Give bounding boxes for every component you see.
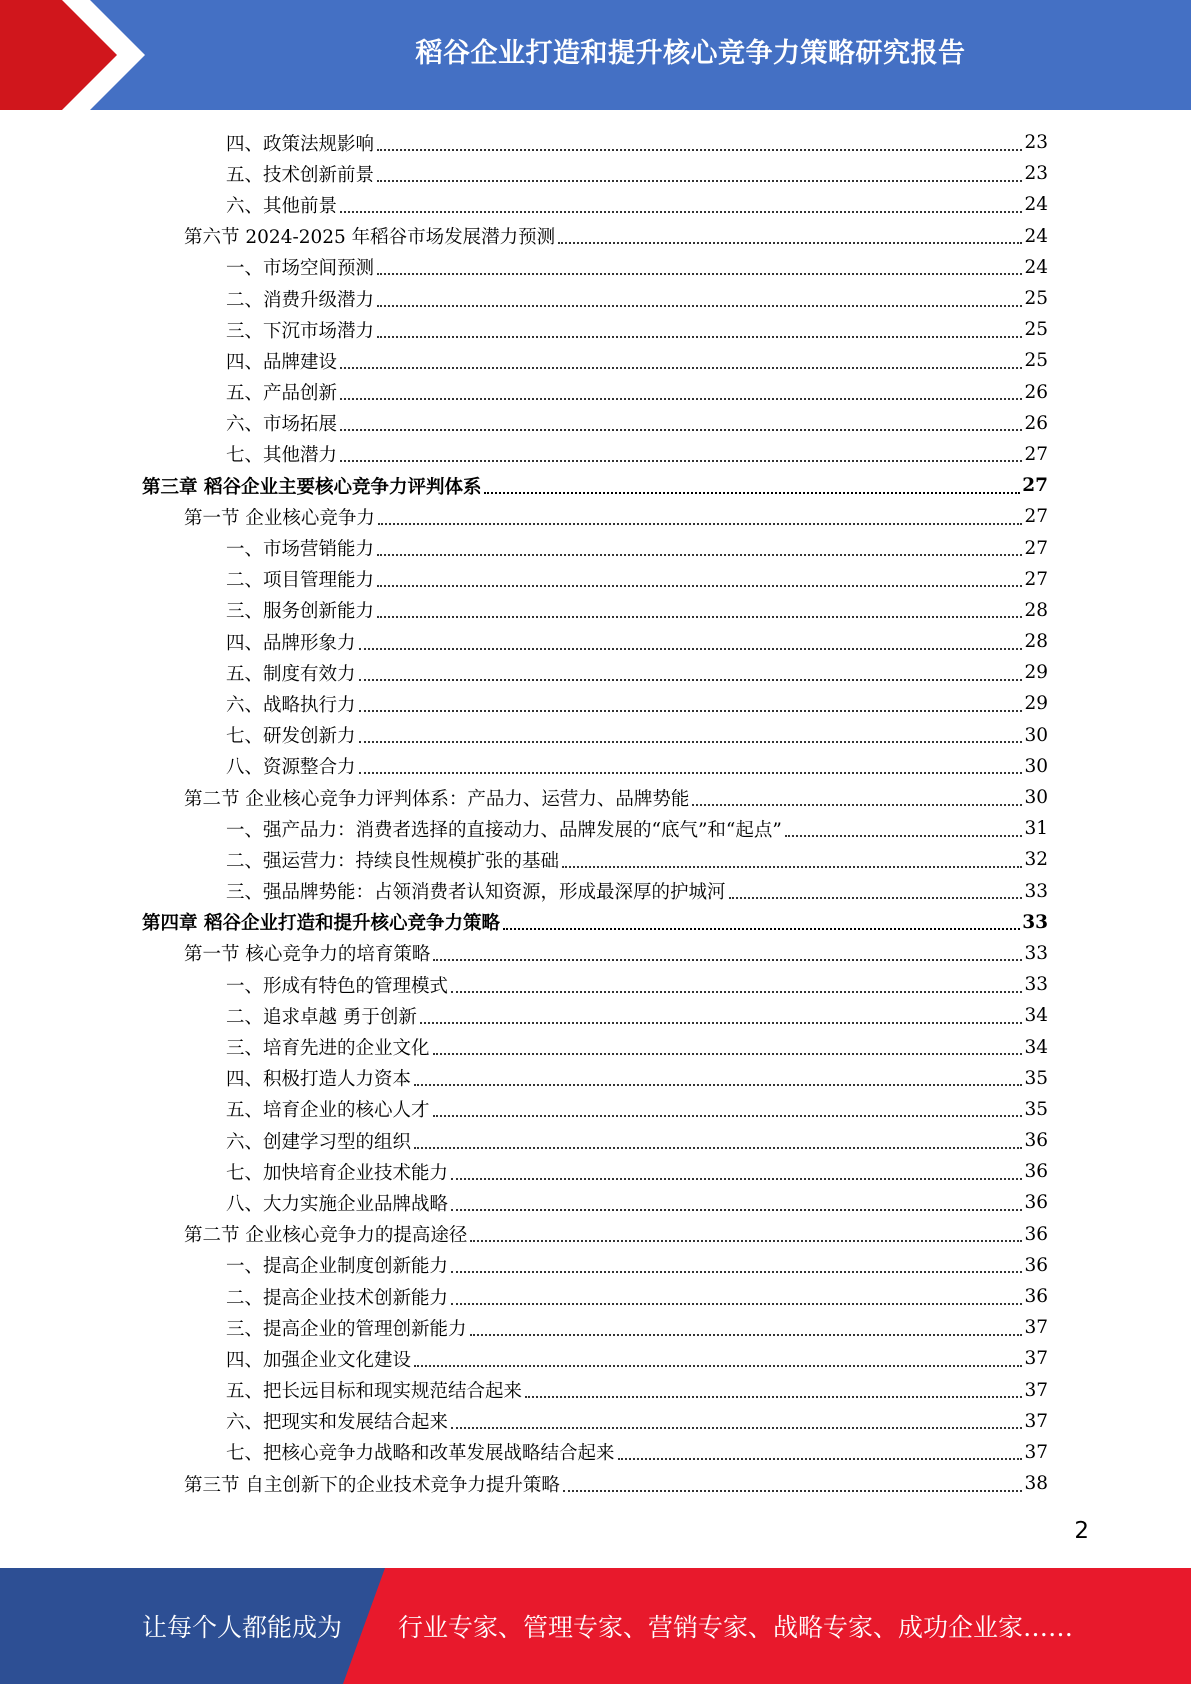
toc-entry-page: 37 bbox=[1024, 1410, 1048, 1432]
toc-entry-page: 24 bbox=[1024, 194, 1048, 216]
toc-dot-leader bbox=[414, 1084, 1022, 1086]
toc-entry[interactable] bbox=[0, 158, 1191, 189]
toc-entry[interactable] bbox=[0, 844, 1191, 875]
toc-entry-page: 33 bbox=[1024, 974, 1048, 996]
toc-entry-label: 二、提高企业技术创新能力 bbox=[226, 1287, 449, 1309]
toc-entry-page: 25 bbox=[1024, 288, 1048, 310]
toc-dot-leader bbox=[359, 648, 1023, 650]
toc-dot-leader bbox=[451, 1209, 1022, 1211]
toc-entry[interactable] bbox=[0, 751, 1191, 782]
toc-entry-page: 30 bbox=[1024, 755, 1048, 777]
toc-dot-leader bbox=[563, 1490, 1023, 1492]
toc-entry-label: 五、技术创新前景 bbox=[226, 164, 375, 186]
toc-entry[interactable] bbox=[0, 1219, 1191, 1250]
toc-dot-leader bbox=[359, 710, 1023, 712]
toc-dot-leader bbox=[484, 492, 1020, 494]
toc-entry-label: 二、强运营力：持续良性规模扩张的基础 bbox=[226, 850, 560, 872]
toc-entry-label: 三、提高企业的管理创新能力 bbox=[226, 1318, 467, 1340]
toc-dot-leader bbox=[785, 835, 1023, 837]
toc-entry-label: 一、强产品力：消费者选择的直接动力、品牌发展的“底气”和“起点” bbox=[226, 819, 782, 841]
toc-entry-label: 六、把现实和发展结合起来 bbox=[226, 1412, 449, 1434]
toc-dot-leader bbox=[451, 1178, 1022, 1180]
toc-entry-label: 四、积极打造人力资本 bbox=[226, 1069, 412, 1091]
toc-entry[interactable] bbox=[0, 408, 1191, 439]
toc-dot-leader bbox=[377, 336, 1022, 338]
toc-entry[interactable] bbox=[0, 283, 1191, 314]
toc-entry-label: 二、追求卓越 勇于创新 bbox=[226, 1006, 417, 1028]
toc-entry-page: 25 bbox=[1024, 319, 1048, 341]
toc-entry-page: 24 bbox=[1024, 256, 1048, 278]
toc-entry[interactable] bbox=[0, 688, 1191, 719]
toc-entry-page: 34 bbox=[1024, 1005, 1048, 1027]
toc-dot-leader bbox=[692, 804, 1022, 806]
toc-dot-leader bbox=[377, 585, 1022, 587]
toc-entry-page: 24 bbox=[1024, 225, 1048, 247]
toc-entry-label: 六、创建学习型的组织 bbox=[226, 1131, 412, 1153]
toc-entry-label: 一、形成有特色的管理模式 bbox=[226, 975, 449, 997]
toc-entry-label: 第三节 自主创新下的企业技术竞争力提升策略 bbox=[184, 1474, 560, 1496]
toc-entry[interactable] bbox=[0, 1343, 1191, 1374]
toc-entry-label: 二、消费升级潜力 bbox=[226, 289, 375, 311]
toc-dot-leader bbox=[359, 679, 1023, 681]
toc-entry-page: 26 bbox=[1024, 412, 1048, 434]
toc-entry-page: 26 bbox=[1024, 381, 1048, 403]
toc-entry[interactable] bbox=[0, 626, 1191, 657]
toc-entry-label: 七、研发创新力 bbox=[226, 726, 356, 748]
toc-entry[interactable] bbox=[0, 532, 1191, 563]
toc-entry[interactable] bbox=[0, 657, 1191, 688]
toc-entry-label: 三、培育先进的企业文化 bbox=[226, 1038, 430, 1060]
toc-entry-page: 36 bbox=[1024, 1223, 1048, 1245]
toc-entry[interactable] bbox=[0, 470, 1191, 501]
toc-entry-page: 36 bbox=[1024, 1130, 1048, 1152]
toc-entry-label: 四、品牌建设 bbox=[226, 351, 338, 373]
toc-entry-page: 35 bbox=[1024, 1098, 1048, 1120]
toc-dot-leader bbox=[558, 242, 1022, 244]
toc-dot-leader bbox=[562, 866, 1022, 868]
toc-entry-label: 五、制度有效力 bbox=[226, 663, 356, 685]
report-header bbox=[0, 0, 1191, 110]
toc-dot-leader bbox=[729, 897, 1023, 899]
toc-entry-page: 28 bbox=[1024, 599, 1048, 621]
toc-entry[interactable] bbox=[0, 907, 1191, 938]
toc-dot-leader bbox=[470, 1240, 1022, 1242]
toc-entry-page: 36 bbox=[1024, 1254, 1048, 1276]
toc-dot-leader bbox=[340, 429, 1022, 431]
toc-entry[interactable] bbox=[0, 782, 1191, 813]
toc-dot-leader bbox=[359, 772, 1023, 774]
toc-entry[interactable] bbox=[0, 127, 1191, 158]
toc-entry-label: 八、大力实施企业品牌战略 bbox=[226, 1193, 449, 1215]
toc-entry-page: 33 bbox=[1024, 880, 1048, 902]
toc-entry-page: 23 bbox=[1024, 163, 1048, 185]
toc-entry-page: 30 bbox=[1024, 787, 1048, 809]
toc-entry-label: 六、战略执行力 bbox=[226, 694, 356, 716]
report-title: 稻谷企业打造和提升核心竞争力策略研究报告 bbox=[415, 37, 966, 69]
toc-entry-page: 36 bbox=[1024, 1286, 1048, 1308]
toc-entry-label: 第二节 企业核心竞争力评判体系：产品力、运营力、品牌势能 bbox=[184, 788, 690, 810]
toc-entry[interactable] bbox=[0, 969, 1191, 1000]
toc-entry[interactable] bbox=[0, 1156, 1191, 1187]
toc-entry-label: 七、把核心竞争力战略和改革发展战略结合起来 bbox=[226, 1443, 615, 1465]
toc-entry-label: 一、市场空间预测 bbox=[226, 258, 375, 280]
toc-entry-page: 27 bbox=[1024, 506, 1048, 528]
toc-entry-label: 六、市场拓展 bbox=[226, 414, 338, 436]
toc-entry[interactable] bbox=[0, 1000, 1191, 1031]
toc-entry-page: 29 bbox=[1024, 662, 1048, 684]
toc-entry[interactable] bbox=[0, 938, 1191, 969]
toc-entry[interactable] bbox=[0, 314, 1191, 345]
toc-dot-leader bbox=[451, 1303, 1022, 1305]
toc-entry-page: 36 bbox=[1024, 1192, 1048, 1214]
toc-entry-label: 三、下沉市场潜力 bbox=[226, 320, 375, 342]
red-chevron-icon bbox=[0, 0, 170, 110]
toc-entry[interactable] bbox=[0, 1125, 1191, 1156]
toc-dot-leader bbox=[377, 616, 1022, 618]
toc-entry[interactable] bbox=[0, 1406, 1191, 1437]
toc-entry-page: 35 bbox=[1024, 1067, 1048, 1089]
toc-entry[interactable] bbox=[0, 252, 1191, 283]
toc-entry[interactable] bbox=[0, 720, 1191, 751]
toc-entry-page: 27 bbox=[1024, 443, 1048, 465]
toc-entry-page: 37 bbox=[1024, 1441, 1048, 1463]
toc-dot-leader bbox=[377, 305, 1022, 307]
toc-entry[interactable] bbox=[0, 1437, 1191, 1468]
toc-dot-leader bbox=[503, 928, 1020, 930]
toc-dot-leader bbox=[433, 1053, 1023, 1055]
toc-entry[interactable] bbox=[0, 1187, 1191, 1218]
toc-dot-leader bbox=[433, 1115, 1023, 1117]
toc-entry-page: 27 bbox=[1024, 537, 1048, 559]
toc-entry-page: 23 bbox=[1024, 132, 1048, 154]
toc-entry[interactable] bbox=[0, 876, 1191, 907]
toc-entry[interactable] bbox=[0, 439, 1191, 470]
toc-dot-leader bbox=[414, 1365, 1022, 1367]
toc-entry-label: 一、市场营销能力 bbox=[226, 539, 375, 561]
toc-entry-label: 三、服务创新能力 bbox=[226, 601, 375, 623]
toc-dot-leader bbox=[618, 1458, 1023, 1460]
toc-entry-page: 28 bbox=[1024, 631, 1048, 653]
toc-entry-page: 25 bbox=[1024, 350, 1048, 372]
toc-entry-label: 四、政策法规影响 bbox=[226, 133, 375, 155]
toc-dot-leader bbox=[525, 1396, 1022, 1398]
toc-entry-page: 37 bbox=[1024, 1317, 1048, 1339]
toc-entry-page: 36 bbox=[1024, 1161, 1048, 1183]
toc-dot-leader bbox=[451, 991, 1022, 993]
toc-dot-leader bbox=[377, 180, 1022, 182]
toc-entry[interactable] bbox=[0, 501, 1191, 532]
toc-entry-page: 38 bbox=[1024, 1473, 1048, 1495]
toc-dot-leader bbox=[340, 211, 1022, 213]
toc-entry-page: 32 bbox=[1024, 849, 1048, 871]
toc-entry[interactable] bbox=[0, 595, 1191, 626]
toc-dot-leader bbox=[340, 398, 1022, 400]
toc-entry-page: 29 bbox=[1024, 693, 1048, 715]
toc-entry-label: 五、把长远目标和现实规范结合起来 bbox=[226, 1381, 523, 1403]
toc-entry-label: 第一节 企业核心竞争力 bbox=[184, 507, 375, 529]
toc-entry-label: 四、品牌形象力 bbox=[226, 632, 356, 654]
toc-entry[interactable] bbox=[0, 813, 1191, 844]
toc-entry[interactable] bbox=[0, 189, 1191, 220]
toc-dot-leader bbox=[377, 554, 1022, 556]
footer-roles: 行业专家、管理专家、营销专家、战略专家、成功企业家…… bbox=[398, 1613, 1074, 1642]
toc-entry-label: 六、其他前景 bbox=[226, 195, 338, 217]
table-of-contents bbox=[0, 127, 1191, 1499]
toc-entry-label: 五、培育企业的核心人才 bbox=[226, 1100, 430, 1122]
toc-entry-label: 三、强品牌势能：占领消费者认知资源，形成最深厚的护城河 bbox=[226, 882, 726, 904]
toc-entry-label: 第一节 核心竞争力的培育策略 bbox=[184, 944, 431, 966]
toc-dot-leader bbox=[377, 273, 1022, 275]
toc-entry-label: 第四章 稻谷企业打造和提升核心竞争力策略 bbox=[142, 913, 500, 935]
toc-entry-label: 七、加快培育企业技术能力 bbox=[226, 1162, 449, 1184]
toc-dot-leader bbox=[451, 1427, 1022, 1429]
footer-slogan: 让每个人都能成为 bbox=[142, 1613, 343, 1642]
toc-entry-label: 一、提高企业制度创新能力 bbox=[226, 1256, 449, 1278]
toc-entry-label: 八、资源整合力 bbox=[226, 757, 356, 779]
toc-entry-page: 34 bbox=[1024, 1036, 1048, 1058]
toc-dot-leader bbox=[433, 959, 1022, 961]
toc-entry[interactable] bbox=[0, 1250, 1191, 1281]
toc-entry-label: 七、其他潜力 bbox=[226, 445, 338, 467]
toc-dot-leader bbox=[377, 149, 1022, 151]
toc-entry-label: 二、项目管理能力 bbox=[226, 570, 375, 592]
toc-entry-page: 27 bbox=[1024, 568, 1048, 590]
toc-entry-label: 第二节 企业核心竞争力的提高途径 bbox=[184, 1225, 468, 1247]
toc-entry[interactable] bbox=[0, 1312, 1191, 1343]
toc-dot-leader bbox=[420, 1022, 1023, 1024]
toc-entry[interactable] bbox=[0, 377, 1191, 408]
toc-entry-label: 第三章 稻谷企业主要核心竞争力评判体系 bbox=[142, 476, 482, 498]
toc-dot-leader bbox=[340, 367, 1022, 369]
toc-entry-page: 33 bbox=[1022, 911, 1048, 933]
toc-entry[interactable] bbox=[0, 1094, 1191, 1125]
toc-dot-leader bbox=[470, 1334, 1023, 1336]
page-number: 2 bbox=[1074, 1518, 1089, 1544]
toc-entry-label: 五、产品创新 bbox=[226, 383, 338, 405]
toc-entry-label: 第六节 2024-2025 年稻谷市场发展潜力预测 bbox=[184, 227, 556, 249]
toc-entry[interactable] bbox=[0, 345, 1191, 376]
toc-entry-label: 四、加强企业文化建设 bbox=[226, 1349, 412, 1371]
toc-dot-leader bbox=[378, 523, 1023, 525]
toc-entry-page: 33 bbox=[1024, 942, 1048, 964]
toc-entry[interactable] bbox=[0, 1031, 1191, 1062]
toc-entry-page: 37 bbox=[1024, 1379, 1048, 1401]
toc-dot-leader bbox=[451, 1271, 1022, 1273]
toc-entry[interactable] bbox=[0, 221, 1191, 252]
toc-entry-page: 31 bbox=[1024, 818, 1048, 840]
toc-dot-leader bbox=[414, 1147, 1022, 1149]
toc-entry-page: 37 bbox=[1024, 1348, 1048, 1370]
toc-entry-page: 30 bbox=[1024, 724, 1048, 746]
toc-entry[interactable] bbox=[0, 1281, 1191, 1312]
toc-entry[interactable] bbox=[0, 1468, 1191, 1499]
toc-entry[interactable] bbox=[0, 1063, 1191, 1094]
toc-dot-leader bbox=[340, 460, 1022, 462]
toc-entry[interactable] bbox=[0, 1375, 1191, 1406]
toc-entry-page: 27 bbox=[1022, 475, 1048, 497]
footer-banner bbox=[0, 1568, 1191, 1684]
toc-entry[interactable] bbox=[0, 564, 1191, 595]
toc-dot-leader bbox=[359, 741, 1023, 743]
